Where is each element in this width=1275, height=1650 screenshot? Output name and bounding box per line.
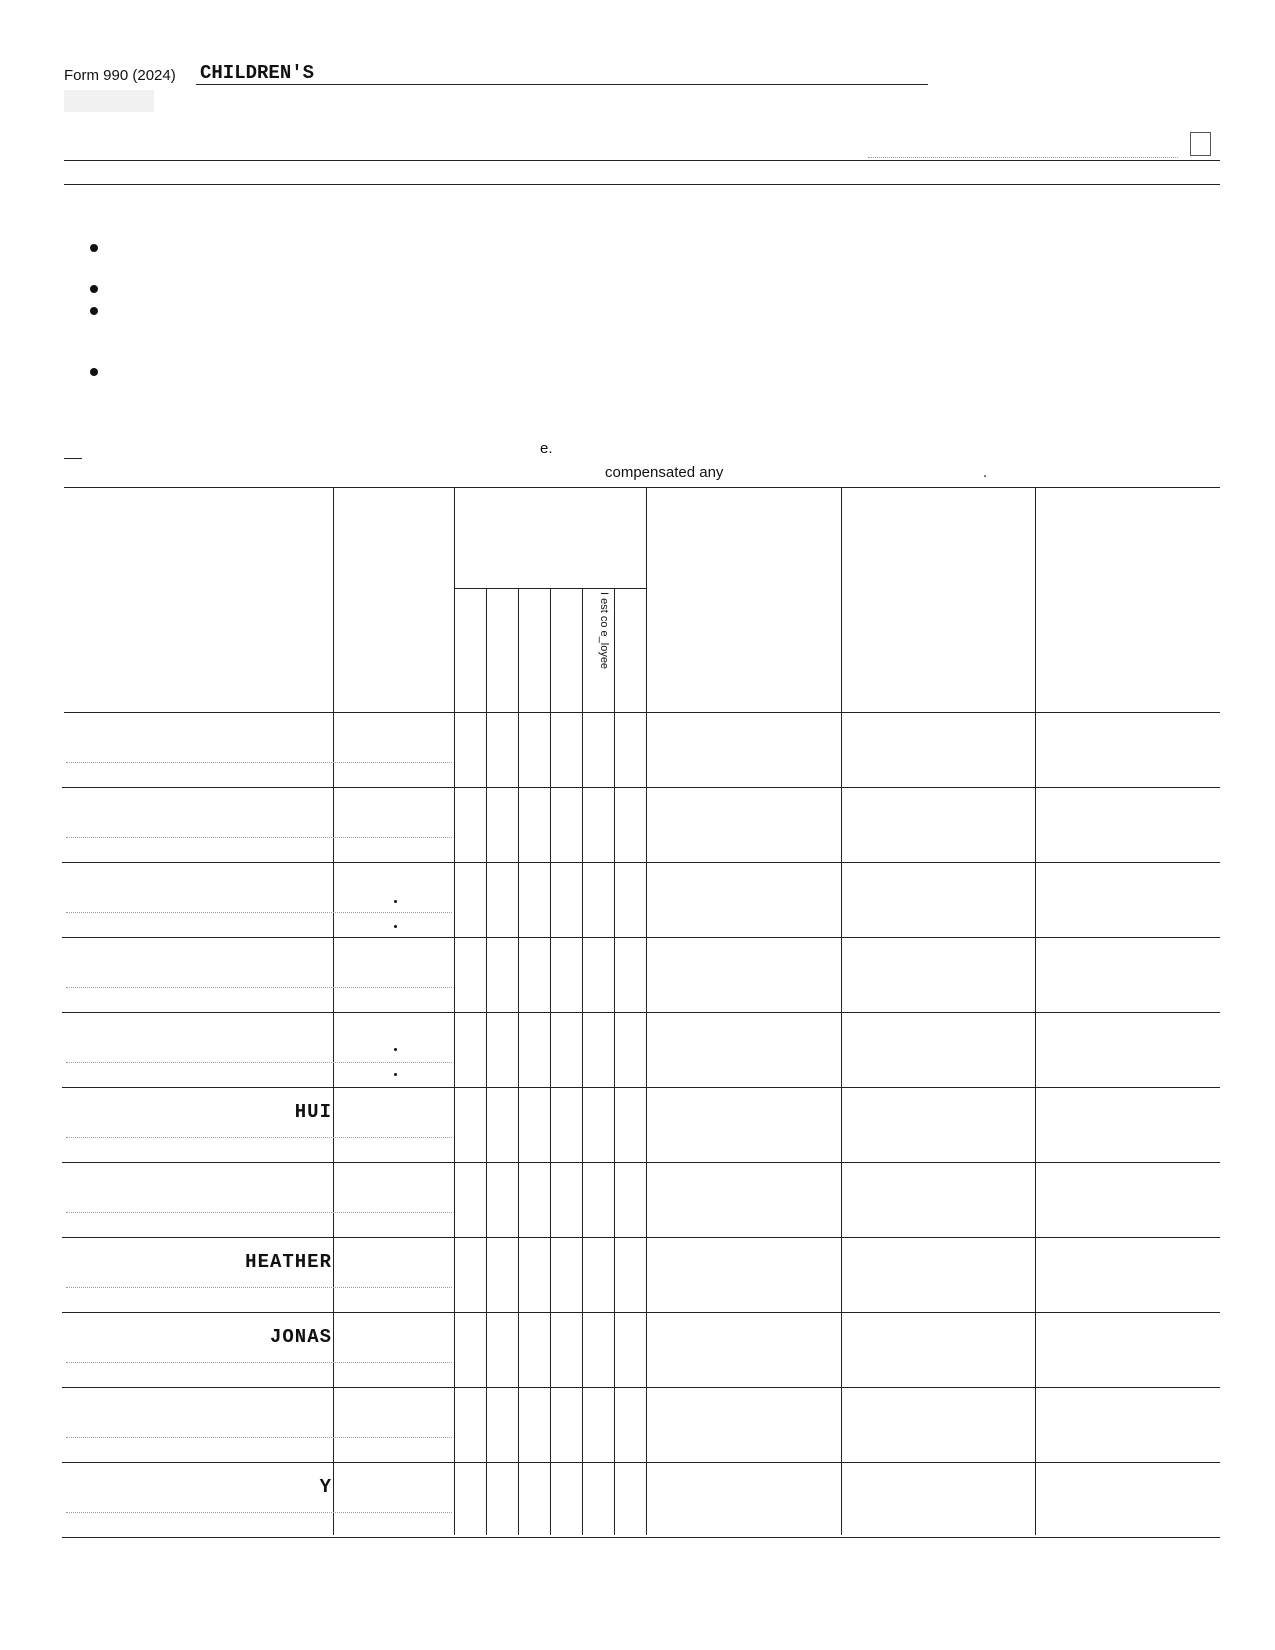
faint-stamp <box>64 90 154 112</box>
table-row-border <box>62 1462 1220 1463</box>
column-divider <box>614 588 615 1535</box>
row-dot-leader <box>66 762 452 763</box>
table-row-border <box>62 1087 1220 1088</box>
text-fragment-compensated: compensated any <box>605 464 724 481</box>
table-row-name: Y <box>319 1476 332 1498</box>
table-header-bottom <box>64 712 1220 713</box>
row-dot-leader <box>66 1137 452 1138</box>
scan-mark <box>394 900 397 903</box>
form-label: Form 990 (2024) <box>64 67 176 84</box>
table-row-name: HEATHER <box>245 1251 332 1273</box>
scan-mark <box>394 1048 397 1051</box>
row-dot-leader <box>66 837 452 838</box>
table-row-border <box>62 1237 1220 1238</box>
text-fragment-period: . <box>983 464 988 481</box>
row-dot-leader <box>66 1212 452 1213</box>
table-row-border <box>62 1387 1220 1388</box>
table-row-border <box>62 1012 1220 1013</box>
scan-mark <box>394 925 397 928</box>
table-row-border <box>62 787 1220 788</box>
header-rule-bottom <box>64 184 1220 185</box>
section-checkbox[interactable] <box>1190 132 1211 156</box>
table-row-border <box>62 862 1220 863</box>
column-divider <box>1035 487 1036 1535</box>
bullet-point <box>90 285 98 293</box>
table-row-name: HUI <box>294 1101 332 1123</box>
row-dot-leader <box>66 1062 452 1063</box>
row-dot-leader <box>66 1437 452 1438</box>
row-dot-leader <box>66 912 452 913</box>
position-group-rule <box>454 588 646 589</box>
table-row-border <box>62 1312 1220 1313</box>
row-dot-leader <box>66 1512 452 1513</box>
position-header-fragment: I est co e_loyee <box>598 592 610 670</box>
column-divider <box>646 487 647 1535</box>
bullet-point <box>90 244 98 252</box>
column-divider <box>333 487 334 1535</box>
header-dot-leader <box>868 157 1178 158</box>
table-row-border <box>62 1162 1220 1163</box>
column-divider <box>518 588 519 1535</box>
organization-name: CHILDREN'S <box>200 62 315 84</box>
short-dash <box>64 458 82 459</box>
scan-mark <box>394 1073 397 1076</box>
row-dot-leader <box>66 1287 452 1288</box>
table-top-border <box>64 487 1220 488</box>
text-fragment-e: e. <box>540 440 553 457</box>
bullet-point <box>90 307 98 315</box>
column-divider <box>454 487 455 1535</box>
column-divider <box>582 588 583 1535</box>
table-row-border <box>62 1537 1220 1538</box>
column-divider <box>841 487 842 1535</box>
org-name-underline <box>196 84 928 85</box>
column-divider <box>486 588 487 1535</box>
row-dot-leader <box>66 987 452 988</box>
table-row-border <box>62 937 1220 938</box>
bullet-point <box>90 368 98 376</box>
table-row-name: JONAS <box>269 1326 332 1348</box>
header-rule-top <box>64 160 1220 161</box>
row-dot-leader <box>66 1362 452 1363</box>
column-divider <box>550 588 551 1535</box>
